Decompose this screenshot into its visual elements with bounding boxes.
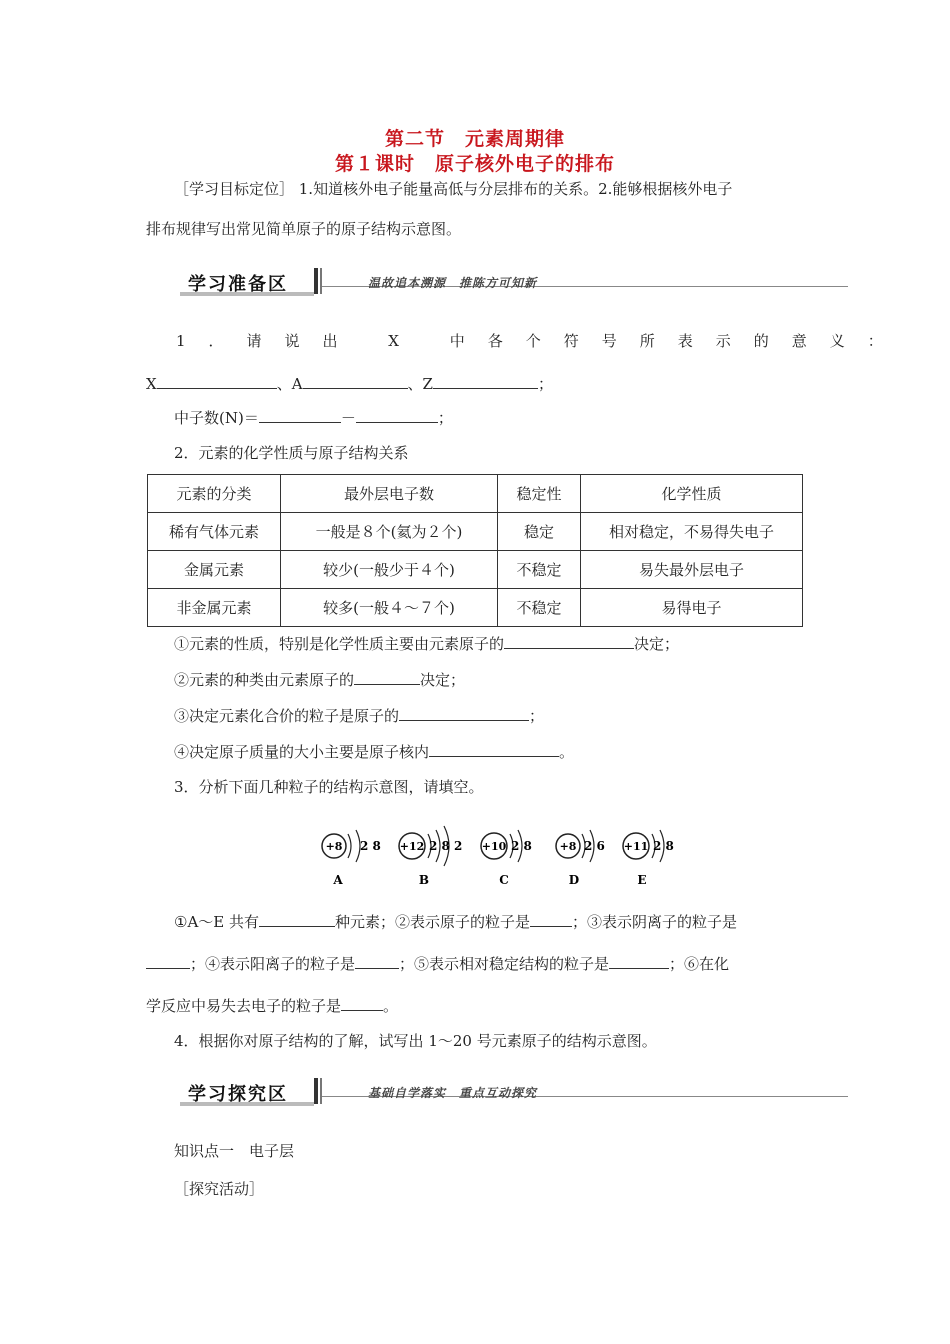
fill-text: ④决定原子质量的大小主要是原子核内 xyxy=(174,743,430,761)
q1-symbols-line xyxy=(146,372,806,394)
fill-line-4 xyxy=(174,740,834,762)
neutron-blank-1[interactable] xyxy=(259,406,341,423)
fill-blank-4[interactable] xyxy=(429,740,559,757)
q3-blank-3[interactable] xyxy=(146,952,190,969)
particle-c xyxy=(481,830,532,887)
objectives-line1: ［学习目标定位］ 1.知道核外电子能量高低与分层排布的关系。2.能够根据核外电子 xyxy=(174,180,733,198)
q1-prompt: 1．请说出 X 中各个符号所表示的意义： xyxy=(176,332,906,350)
fill-text: ②元素的种类由元素原子的 xyxy=(174,671,355,689)
table-cell: 易得电子 xyxy=(581,589,803,627)
banner-exploration xyxy=(178,1078,848,1108)
particle-e xyxy=(623,830,674,887)
q3-line-2 xyxy=(146,952,806,974)
particle-label: D xyxy=(568,873,580,887)
electron-counts: 2 8 2 xyxy=(429,839,463,853)
q3-blank-2[interactable] xyxy=(530,910,572,927)
x-blank[interactable] xyxy=(157,372,277,389)
banner-bar-thin xyxy=(320,1078,322,1104)
q3-blank-4[interactable] xyxy=(355,952,399,969)
table-row xyxy=(148,513,803,551)
table-cell: 易失最外层电子 xyxy=(581,551,803,589)
q2-prompt: 2．元素的化学性质与原子结构关系 xyxy=(174,444,409,462)
fill-text: 决定； xyxy=(420,671,466,689)
fill-line-2 xyxy=(174,668,834,690)
q3-text: ①A～E 共有 xyxy=(174,913,259,931)
banner-bar xyxy=(314,268,318,294)
table-row xyxy=(148,589,803,627)
fill-text: 。 xyxy=(559,743,575,761)
a-label: 、A xyxy=(276,375,303,393)
q3-line-3 xyxy=(146,994,806,1016)
particle-label: A xyxy=(333,873,343,887)
particle-a xyxy=(322,830,381,887)
neutron-label: 中子数(N)＝ xyxy=(174,409,259,427)
z-label: 、Z xyxy=(407,375,433,393)
q3-text: 。 xyxy=(383,997,399,1015)
lesson-title: 第１课时 原子核外电子的排布 xyxy=(334,153,615,175)
q3-text: 种元素；②表示原子的粒子是 xyxy=(335,913,531,931)
fill-text: 决定； xyxy=(634,635,680,653)
banner-bar xyxy=(314,1078,318,1104)
table-cell: 较少(一般少于４个) xyxy=(281,551,498,589)
q3-text: ；⑤表示相对稳定结构的粒子是 xyxy=(399,955,610,973)
particle-b xyxy=(399,826,462,887)
electron-counts: 2 8 xyxy=(653,839,674,853)
table-cell: 稀有气体元素 xyxy=(148,513,281,551)
q3-text: ；③表示阴离子的粒子是 xyxy=(572,913,738,931)
table-cell: 非金属元素 xyxy=(148,589,281,627)
banner-name: 学习准备区 xyxy=(188,274,288,295)
nucleus-charge: +12 xyxy=(399,840,425,853)
fill-text: ①元素的性质，特别是化学性质主要由元素原子的 xyxy=(174,635,505,653)
banner-slogan: 基础自学落实 重点互动探究 xyxy=(368,1086,538,1100)
a-blank[interactable] xyxy=(303,372,408,389)
neutron-blank-2[interactable] xyxy=(356,406,438,423)
banner-bar-thin xyxy=(320,268,322,294)
fill-text: ； xyxy=(529,707,545,725)
shell-arc xyxy=(348,834,351,858)
electron-counts: 2 6 xyxy=(584,839,605,853)
table-header: 元素的分类 xyxy=(148,475,281,513)
q3-text: ；④表示阳离子的粒子是 xyxy=(190,955,356,973)
fill-line-3 xyxy=(174,704,834,726)
q3-blank-6[interactable] xyxy=(341,994,383,1011)
fill-blank-2[interactable] xyxy=(354,668,420,685)
banner-preparation xyxy=(178,268,848,298)
banner-name: 学习探究区 xyxy=(188,1084,288,1105)
end-mark: ； xyxy=(437,409,453,427)
nucleus-charge: +8 xyxy=(559,840,577,853)
neutron-line xyxy=(174,406,834,428)
particle-structure-diagrams xyxy=(318,822,678,892)
table-cell: 不稳定 xyxy=(498,589,581,627)
z-blank[interactable] xyxy=(433,372,538,389)
table-cell: 一般是８个(氦为２个) xyxy=(281,513,498,551)
nucleus-charge: +11 xyxy=(623,840,649,853)
x-label: X xyxy=(146,375,157,393)
section-title: 第二节 元素周期律 xyxy=(384,128,565,150)
particle-d xyxy=(556,830,605,887)
element-properties-table xyxy=(147,474,803,627)
nucleus-charge: +8 xyxy=(325,840,343,853)
particle-label: E xyxy=(637,873,647,887)
electron-counts: 2 8 xyxy=(360,839,381,853)
knowledge-point: 知识点一 电子层 xyxy=(174,1142,295,1160)
table-row xyxy=(148,551,803,589)
table-cell: 相对稳定，不易得失电子 xyxy=(581,513,803,551)
nucleus-charge: +10 xyxy=(481,840,507,853)
objectives-line2: 排布规律写出常见简单原子的原子结构示意图。 xyxy=(146,220,462,238)
q3-prompt: 3．分析下面几种粒子的结构示意图，请填空。 xyxy=(174,778,484,796)
minus-sign: － xyxy=(340,409,356,427)
explore-activity: ［探究活动］ xyxy=(174,1180,265,1198)
fill-text: ③决定元素化合价的粒子是原子的 xyxy=(174,707,400,725)
fill-blank-1[interactable] xyxy=(504,632,634,649)
table-cell: 金属元素 xyxy=(148,551,281,589)
q3-blank-1[interactable] xyxy=(259,910,335,927)
q3-text: ；⑥在化 xyxy=(669,955,730,973)
table-header: 化学性质 xyxy=(581,475,803,513)
q3-line-1 xyxy=(174,910,834,932)
q4-prompt: 4．根据你对原子结构的了解，试写出 1～20 号元素原子的结构示意图。 xyxy=(174,1032,657,1050)
fill-line-1 xyxy=(174,632,834,654)
q3-text: 学反应中易失去电子的粒子是 xyxy=(146,997,342,1015)
table-header: 稳定性 xyxy=(498,475,581,513)
table-header-row xyxy=(148,475,803,513)
table-header: 最外层电子数 xyxy=(281,475,498,513)
table-cell: 不稳定 xyxy=(498,551,581,589)
table-cell: 稳定 xyxy=(498,513,581,551)
table-cell: 较多(一般４～７个) xyxy=(281,589,498,627)
end-mark: ； xyxy=(537,375,553,393)
electron-counts: 2 8 xyxy=(511,839,532,853)
particle-label: C xyxy=(499,873,509,887)
particle-label: B xyxy=(418,873,430,887)
banner-slogan: 温故追本溯源 推陈方可知新 xyxy=(368,276,538,290)
q3-blank-5[interactable] xyxy=(609,952,669,969)
fill-blank-3[interactable] xyxy=(399,704,529,721)
